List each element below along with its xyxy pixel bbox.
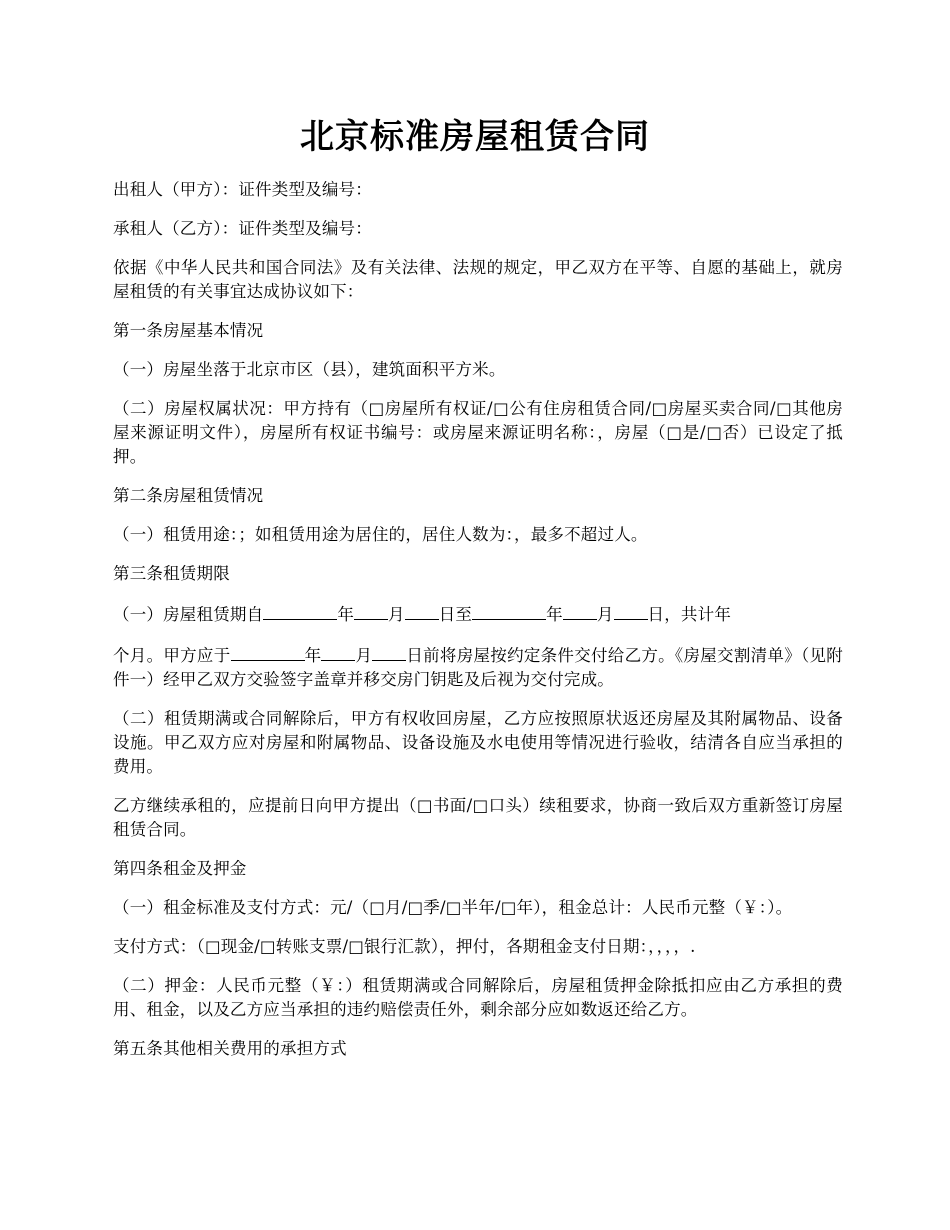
lessor-line: 出租人（甲方）：证件类型及编号： xyxy=(113,180,372,199)
document-title: 北京标准房屋租赁合同 xyxy=(300,117,650,157)
text-segment: 个月。甲方应于 xyxy=(113,646,231,665)
text-segment: 日前将房屋按约定条件交付给乙方。《房屋交割清单》（见附件一）经甲乙双方交验签字盖章并移交房门钥匙及后视为交付完成。 xyxy=(113,646,843,689)
blank-line xyxy=(614,601,648,620)
article3-heading: 第三条租赁期限 xyxy=(113,564,230,583)
preamble: 依据《中华人民共和国合同法》及有关法律、法规的规定，甲乙双方在平等、自愿的基础上，就房屋租赁的有关事宜达成协议如下： xyxy=(113,258,843,301)
article3-paragraph2 xyxy=(113,642,843,692)
text-segment: 日，共计年 xyxy=(647,605,732,624)
article4-heading: 第四条租金及押金 xyxy=(113,859,247,878)
text-segment: 年 xyxy=(304,646,322,665)
text-segment: 月 xyxy=(388,605,405,624)
text-segment: （一）房屋租赁期自 xyxy=(113,605,264,624)
article2-heading: 第二条房屋租赁情况 xyxy=(113,486,264,505)
article4-paragraph2: 支付方式：（□现金/□转账支票/□银行汇款），押付，各期租金支付日期：，，，，. xyxy=(113,937,696,956)
article3-paragraph3: （二）租赁期满或合同解除后，甲方有权收回房屋，乙方应按照原状返还房屋及其附属物品、设备设施。甲乙双方应对房屋和附属物品、设备设施及水电使用等情况进行验收，结清各自应当承担的费用。 xyxy=(113,709,843,776)
text-segment: 年 xyxy=(337,605,355,624)
article1-paragraph2: （二）房屋权属状况：甲方持有（□房屋所有权证/□公有住房租赁合同/□房屋买卖合同/□其他房屋来源证明文件），房屋所有权证书编号：或房屋来源证明名称：，房屋（□是/□否）已设定了抵押。 xyxy=(113,399,843,466)
text-segment: 年 xyxy=(546,605,563,624)
article3-paragraph1 xyxy=(113,601,843,627)
lessee-line: 承租人（乙方）：证件类型及编号： xyxy=(113,219,372,238)
article1-heading: 第一条房屋基本情况 xyxy=(113,321,264,340)
blank-line xyxy=(472,601,546,620)
document-body xyxy=(113,178,843,1076)
text-segment: 月 xyxy=(355,646,373,665)
text-segment: 日至 xyxy=(438,605,473,624)
blank-line xyxy=(405,601,439,620)
blank-line xyxy=(321,642,355,661)
article3-paragraph4: 乙方继续承租的，应提前日向甲方提出（□书面/□口头）续租要求，协商一致后双方重新签订房屋租赁合同。 xyxy=(113,796,843,839)
article5-heading: 第五条其他相关费用的承担方式 xyxy=(113,1039,347,1058)
text-segment: 月 xyxy=(596,605,614,624)
blank-line xyxy=(372,642,406,661)
blank-line xyxy=(354,601,388,620)
blank-line xyxy=(263,601,337,620)
blank-line xyxy=(563,601,597,620)
article4-paragraph1: （一）租金标准及支付方式：元/（□月/□季/□半年/□年），租金总计：人民币元整（￥：）。 xyxy=(113,898,793,917)
article1-paragraph1: （一）房屋坐落于北京市区（县），建筑面积平方米。 xyxy=(113,360,506,379)
article2-paragraph1: （一）租赁用途：；如租赁用途为居住的，居住人数为：，最多不超过人。 xyxy=(113,525,648,544)
article4-paragraph3: （二）押金：人民币元整（￥：）租赁期满或合同解除后，房屋租赁押金除抵扣应由乙方承担的费用、租金，以及乙方应当承担的违约赔偿责任外，剩余部分应如数返还给乙方。 xyxy=(113,976,843,1019)
blank-line xyxy=(231,642,305,661)
